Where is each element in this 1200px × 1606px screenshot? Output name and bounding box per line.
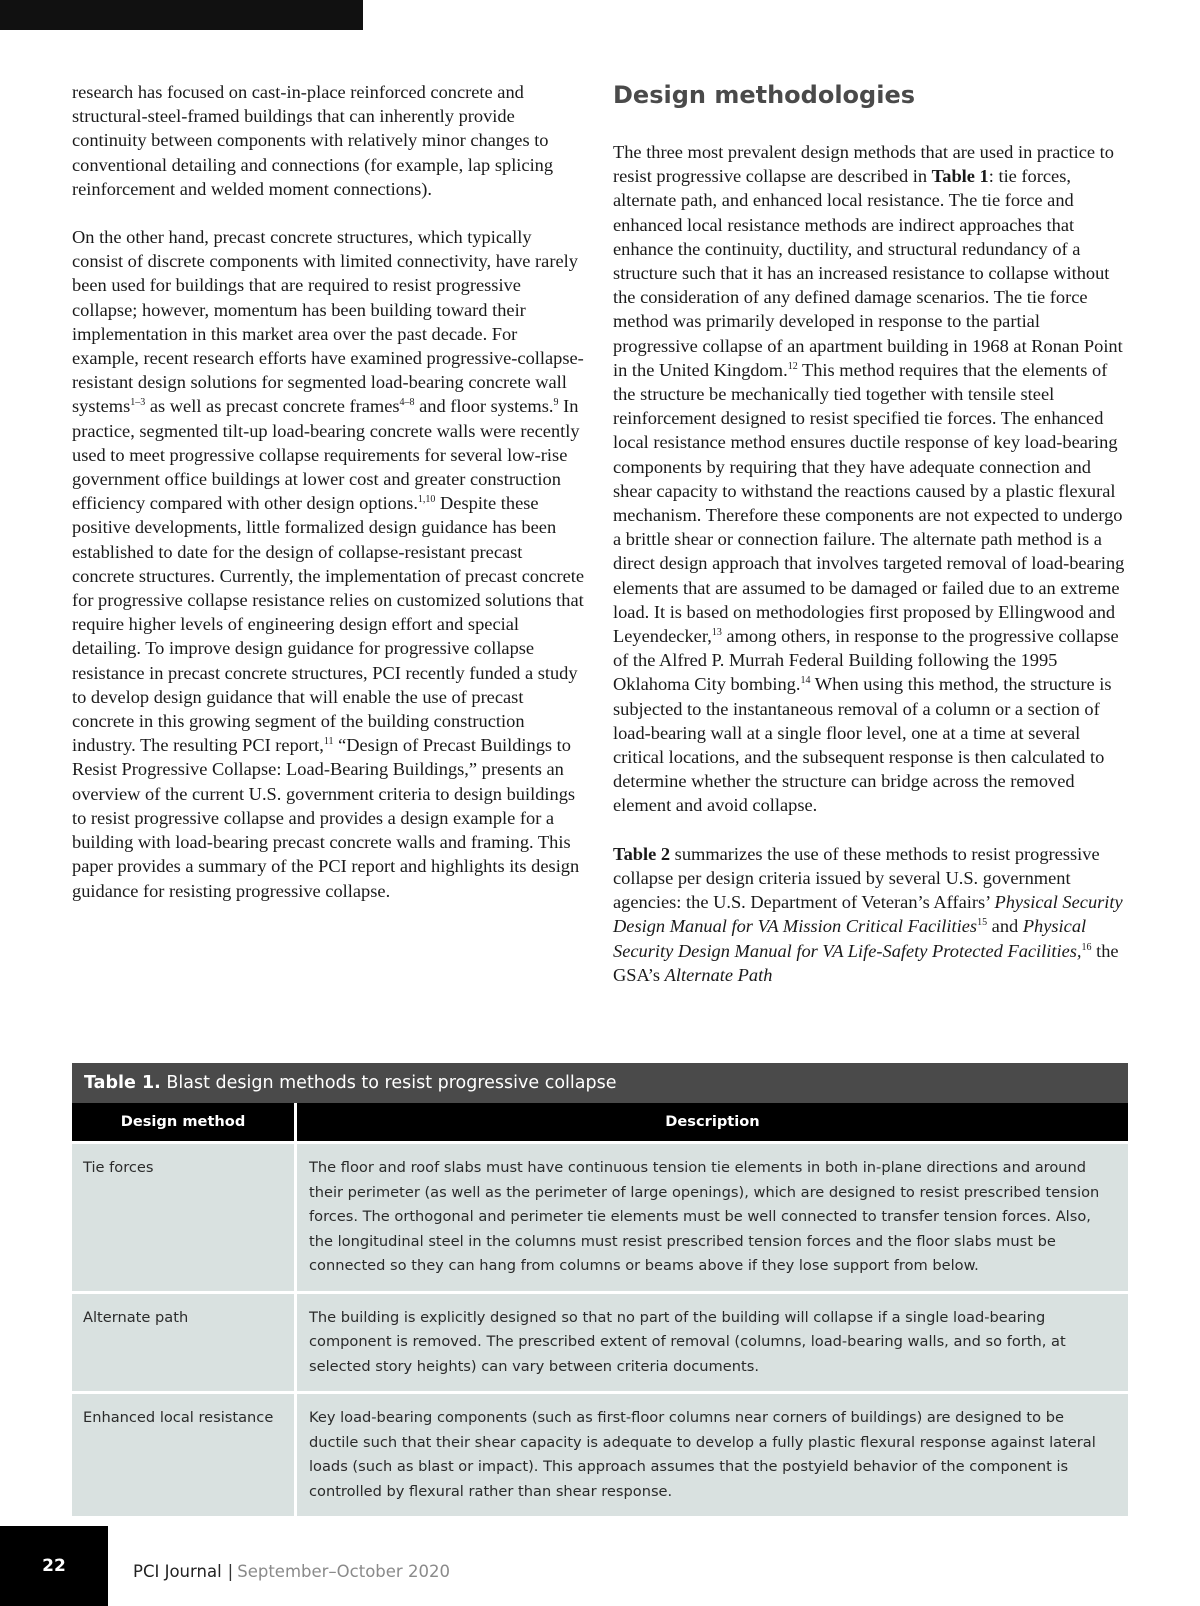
text-run: In practice, segmented tilt-up load-bearing concrete walls were recently used to meet progressive collapse requirements for several low-rise government office buildings at lower cost and greater construction efficiency compared with other design options. [72,396,580,514]
left-text-column [72,80,584,927]
text-run: and [987,916,1023,937]
table-caption-text: Blast design methods to resist progressive collapse [160,1073,617,1093]
reference-superscript: 15 [977,917,988,929]
footer-issue: September–October 2020 [237,1562,450,1581]
text-run: Despite these positive developments, little formalized design guidance has been established to date for the design of collapse-resistant precast concrete structures. Currently, the implementation of precast concrete for progressive collapse resistance relies on customized solutions that require higher levels of engineering design effort and special detailing. To improve design guidance for progressive collapse resistance in precast concrete structures, PCI recently funded a study to develop design guidance that will enable the use of precast concrete in this growing segment of the building construction industry. The resulting PCI report, [72,493,585,756]
body-paragraph [613,140,1129,818]
text-run: This method requires that the elements of the structure be mechanically tied together with tensile steel reinforcement designed to resist specified tie forces. The enhanced local resistance method ensures ductile response of key load-bearing components by requiring that they have adequate connection and shear capacity to withstand the reactions caused by a plastic flexural mechanism. Therefore these components are not expected to undergo a brittle shear or connection failure. The alternate path method is a direct design approach that involves targeted removal of load-bearing elements that are assumed to be damaged or failed due to an extreme load. It is based on methodologies first proposed by Ellingwood and Leyendecker, [613,359,1125,647]
table-1 [72,1063,1128,1516]
footer-journal: PCI Journal [133,1562,222,1581]
reference-superscript: 14 [800,675,811,687]
reference-superscript: 16 [1081,941,1092,953]
right-column-body [613,140,1129,987]
bold-reference: Table 1 [931,166,989,187]
text-run: as well as precast concrete frames [145,396,400,417]
italic-title: Physical Security Design Manual for VA Life-Safety Protected Facilities, [613,916,1087,961]
italic-title: Alternate Path [664,964,773,985]
table-caption [72,1063,1128,1103]
reference-superscript: 13 [711,627,722,639]
table-cell-description: The building is explicitly designed so that no part of the building will collapse if a single load-bearing component is removed. The prescribed extent of removal (columns, load-bearing walls, and so forth, at selected story heights) can vary between criteria documents. [297,1294,1128,1392]
text-run: the GSA’s [613,940,1119,985]
text-run: among others, in response to the progressive collapse of the Alfred P. Murrah Federal Building following the 1995 Oklahoma City bombing. [613,626,1119,695]
table-cell-description: Key load-bearing components (such as first-floor columns near corners of buildings) are designed to be ductile such that their shear capacity is adequate to develop a fully plastic flexural response against lateral loads (such as blast or impact). This approach assumes that the postyield behavior of the component is controlled by flexural rather than shear response. [297,1394,1128,1516]
italic-title: Physical Security Design Manual for VA Mission Critical Facilities [613,892,1123,937]
table-header-description: Description [297,1103,1128,1141]
right-text-column [613,80,1129,1011]
reference-superscript: 1,10 [417,494,436,506]
section-heading: Design methodologies [613,81,916,109]
text-run: research has focused on cast-in-place reinforced concrete and structural-steel-framed buildings that can inherently provide continuity between components with relatively minor changes to conventional detailing and connections (for example, lap splicing reinforcement and welded moment connections). [72,82,554,199]
reference-superscript: 12 [787,360,798,372]
reference-superscript: 4–8 [399,397,415,409]
footer-citation [133,1562,450,1581]
header-bar [0,0,363,30]
body-paragraph [72,225,584,903]
text-run: On the other hand, precast concrete structures, which typically consist of discrete components with limited connectivity, have rarely been used for buildings that are required to resist progressive collapse; however, momentum has been building toward their implementation in this market area over the past decade. For example, recent research efforts have examined progressive-collapse-resistant design solutions for segmented load-bearing concrete wall systems [72,227,584,417]
table-cell-method: Tie forces [72,1144,294,1291]
table-grid [72,1103,1128,1516]
table-cell-description: The floor and roof slabs must have continuous tension tie elements in both in-plane directions and around their perimeter (as well as the perimeter of large openings), which are designed to resist prescribed tension forces. The orthogonal and perimeter tie elements must be well connected to transfer tension forces. Also, the longitudinal steel in the columns must resist prescribed tension forces and the floor slabs must be connected so they can hang from columns or beams above if they lose support from below. [297,1144,1128,1291]
bold-reference: Table 2 [613,843,671,864]
table-caption-label: Table 1. [84,1073,161,1093]
table-header-method: Design method [72,1103,294,1141]
text-run: “Design of Precast Buildings to Resist Progressive Collapse: Load-Bearing Buildings,” presents an overview of the current U.S. government criteria to design buildings to resist progressive collapse and provides a design example for a building with load-bearing precast concrete walls and framing. This paper provides a summary of the PCI report and highlights its design guidance for resisting progressive collapse. [72,735,580,901]
body-paragraph [613,842,1129,987]
reference-superscript: 9 [553,397,559,409]
text-run: The three most prevalent design methods that are used in practice to resist progressive collapse are described in [613,142,1114,187]
reference-superscript: 1–3 [130,397,146,409]
reference-superscript: 11 [323,736,334,748]
table-cell-method: Enhanced local resistance [72,1394,294,1516]
body-paragraph [72,80,584,201]
page-number: 22 [0,1526,108,1606]
footer-separator: | [227,1562,234,1581]
text-run: When using this method, the structure is subjected to the instantaneous removal of a column or a section of load-bearing wall at a single floor level, one at a time at several critical locations, and the subsequent response is then calculated to determine whether the structure can bridge across the removed element and avoid collapse. [613,674,1112,816]
text-run: and floor systems. [414,396,554,417]
text-run: summarizes the use of these methods to resist progressive collapse per design criteria issued by several U.S. government agencies: the U.S. Department of Veteran’s Affairs’ [613,843,1100,913]
table-cell-method: Alternate path [72,1294,294,1392]
text-run: : tie forces, alternate path, and enhanced local resistance. The tie force and enhanced local resistance methods are indirect approaches that enhance the continuity, ductility, and structural redundancy of a structure such that it has an increased resistance to collapse without the consideration of any defined damage scenarios. The tie force method was primarily developed in response to the partial progressive collapse of an apartment building in 1968 at Ronan Point in the United Kingdom. [613,166,1123,380]
